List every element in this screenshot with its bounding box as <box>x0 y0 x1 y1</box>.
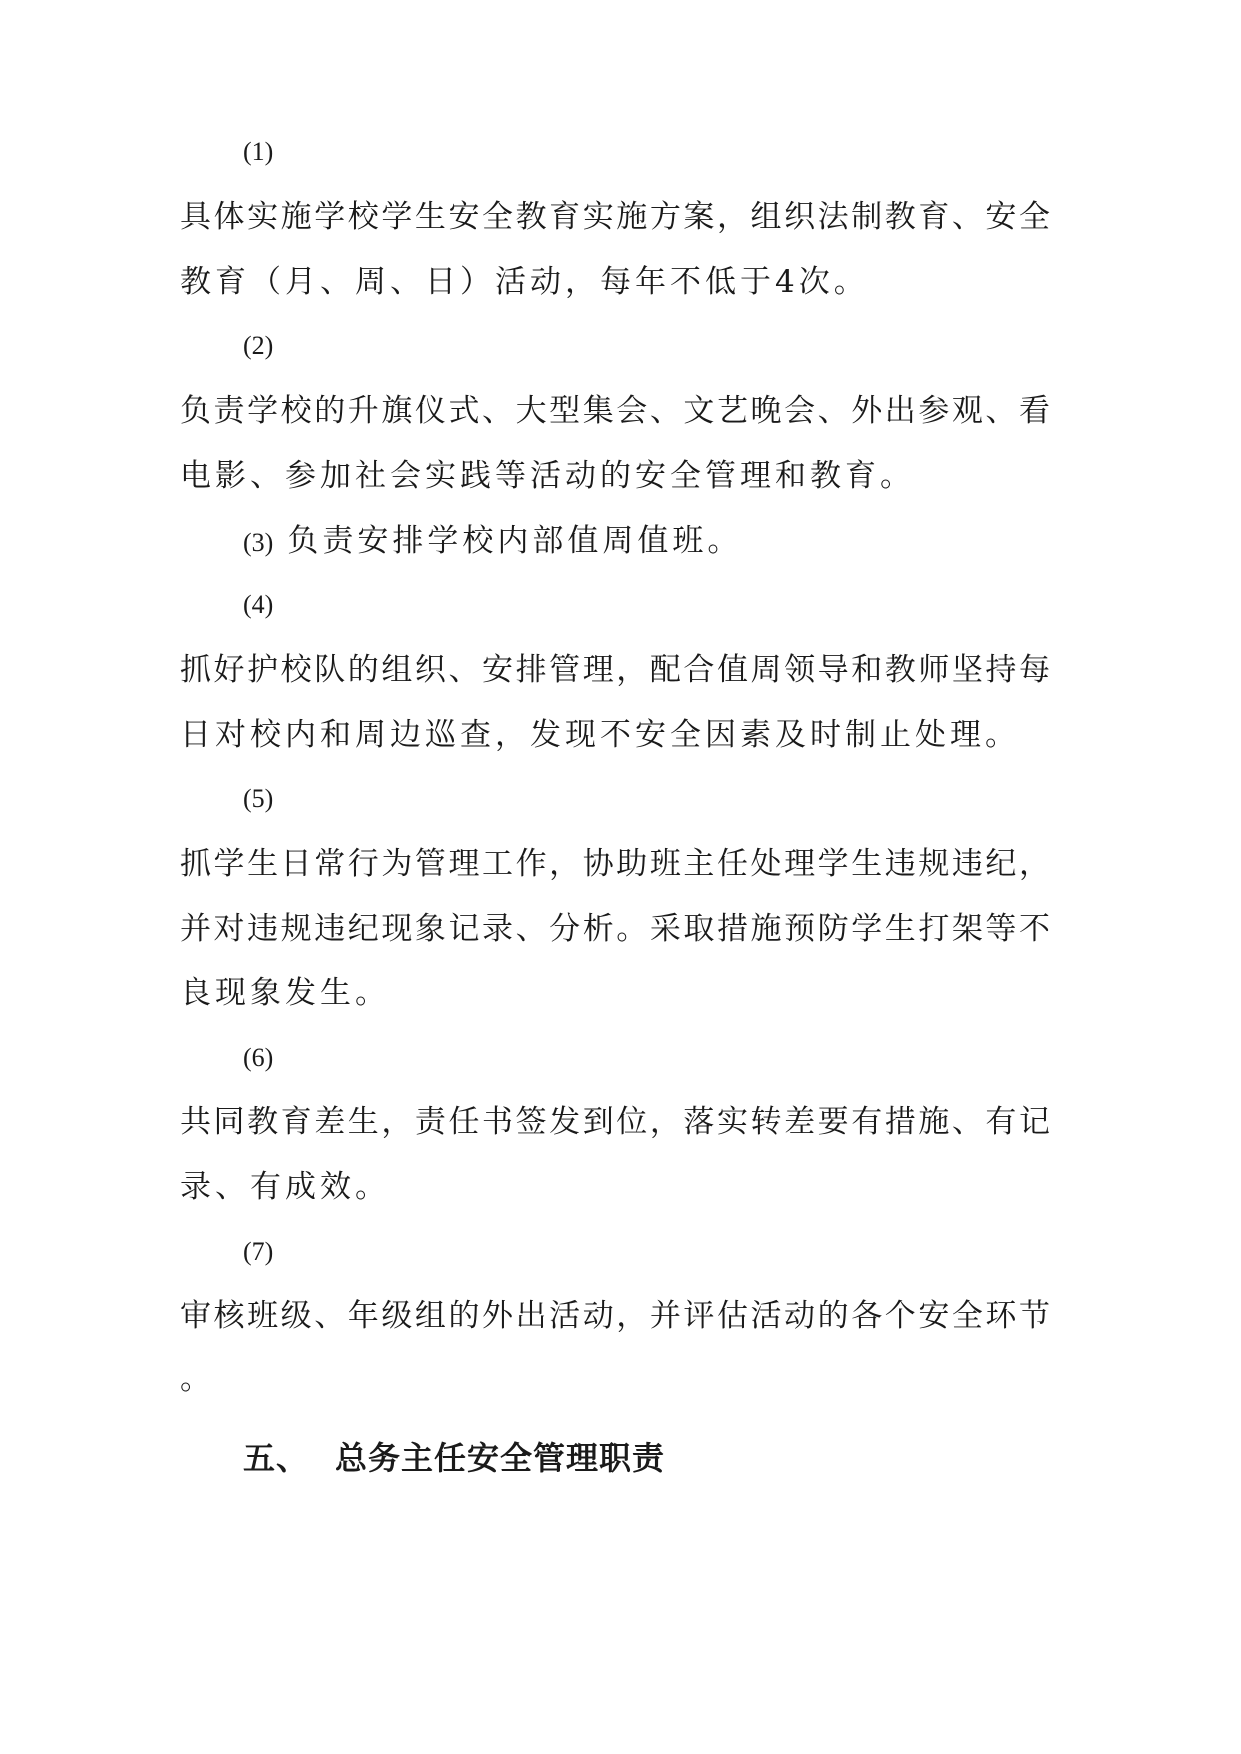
section-heading <box>243 1436 665 1480</box>
item-text-line: 共同教育差生，责任书签发到位，落实转差要有措施、有记 <box>180 1104 1050 1140</box>
item-inline <box>243 521 742 563</box>
item-text-line: 具体实施学校学生安全教育实施方案，组织法制教育、安全 <box>180 199 1050 235</box>
item-text-line: 审核班级、年级组的外出活动，并评估活动的各个安全环节 <box>180 1298 1050 1334</box>
item-number: (6) <box>243 1043 274 1072</box>
section-heading-number: 五、 <box>243 1439 310 1477</box>
item-number: (2) <box>243 331 274 360</box>
item-number: (1) <box>243 137 274 166</box>
item-number: (4) <box>243 590 274 619</box>
item-number: (7) <box>243 1237 274 1266</box>
item-text-line: 日对校内和周边巡查，发现不安全因素及时制止处理。 <box>180 717 1020 753</box>
item-text-line: 教育（月、周、日）活动，每年不低于4次。 <box>180 264 869 300</box>
item-text-line: 抓好护校队的组织、安排管理，配合值周领导和教师坚持每 <box>180 652 1050 688</box>
item-text-line: 并对违规违纪现象记录、分析。采取措施预防学生打架等不 <box>180 911 1050 947</box>
item-text-line: 抓学生日常行为管理工作，协助班主任处理学生违规违纪， <box>180 846 1050 882</box>
item-number: (3) <box>243 528 274 557</box>
item-text-line: 负责学校的升旗仪式、大型集会、文艺晚会、外出参观、看 <box>180 393 1050 429</box>
item-text-line: 负责安排学校内部值周值班。 <box>287 523 743 559</box>
item-text-line: 良现象发生。 <box>180 975 390 1011</box>
section-heading-title: 总务主任安全管理职责 <box>335 1439 666 1477</box>
item-text-line: 录、有成效。 <box>180 1169 390 1205</box>
item-number: (5) <box>243 784 274 813</box>
item-text-line: 。 <box>180 1361 211 1397</box>
item-text-line: 电影、参加社会实践等活动的安全管理和教育。 <box>180 458 915 494</box>
